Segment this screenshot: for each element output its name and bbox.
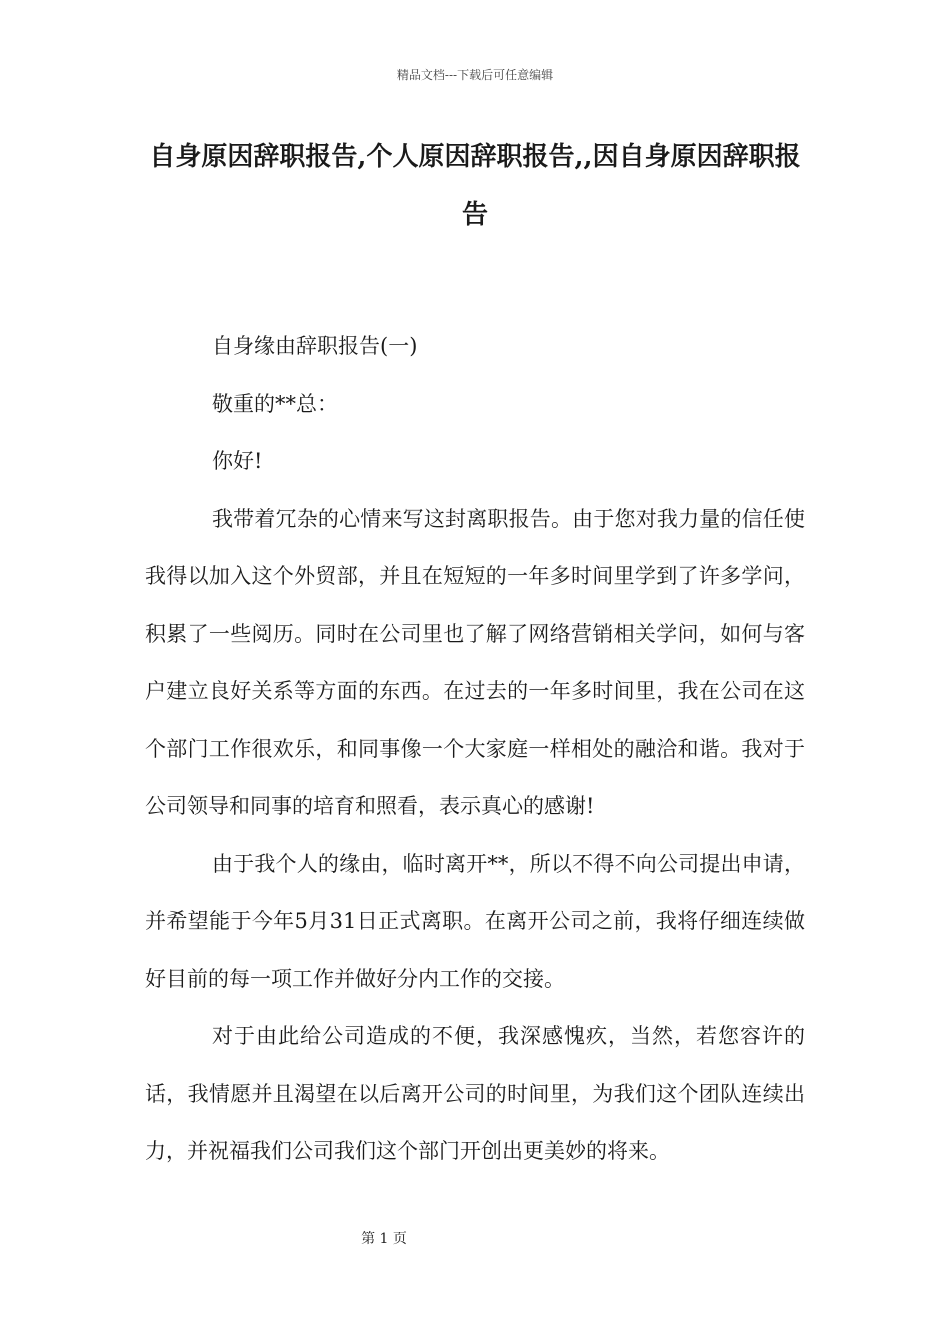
page-number: 第 1 页: [361, 1231, 407, 1247]
paragraph: 我带着冗杂的心情来写这封离职报告。由于您对我力量的信任使我得以加入这个外贸部，并且在短短的一年多时间里学到了许多学问，积累了一些阅历。同时在公司里也了解了网络营销相关学问，如何与客户建立良好关系等方面的东西。在过去的一年多时间里，我在公司在这个部门工作很欢乐，和同事像一个大家庭一样相处的融洽和谐。我对于公司领导和同事的培育和照看，表示真心的感谢!: [145, 506, 805, 818]
paragraph: 对于由此给公司造成的不便，我深感愧疚，当然，若您容许的话，我情愿并且渴望在以后离开公司的时间里，为我们这个团队连续出力，并祝福我们公司我们这个部门开创出更美妙的将来。: [145, 1024, 805, 1163]
document-body: [145, 318, 805, 1181]
greeting: 敬重的**总：: [212, 391, 338, 416]
paragraph: 由于我个人的缘由，临时离开**，所以不得不向公司提出申请，并希望能于今年5月31日正式离职。在离开公司之前，我将仔细连续做好目前的每一项工作并做好分内工作的交接。: [145, 851, 805, 991]
hello-line: 你好!: [212, 449, 263, 473]
section-heading: 自身缘由辞职报告(一): [212, 334, 418, 358]
document-title: 自身原因辞职报告,个人原因辞职报告,,因自身原因辞职报告: [149, 142, 801, 230]
page-header: 精品文档---下载后可任意编辑: [396, 68, 554, 82]
